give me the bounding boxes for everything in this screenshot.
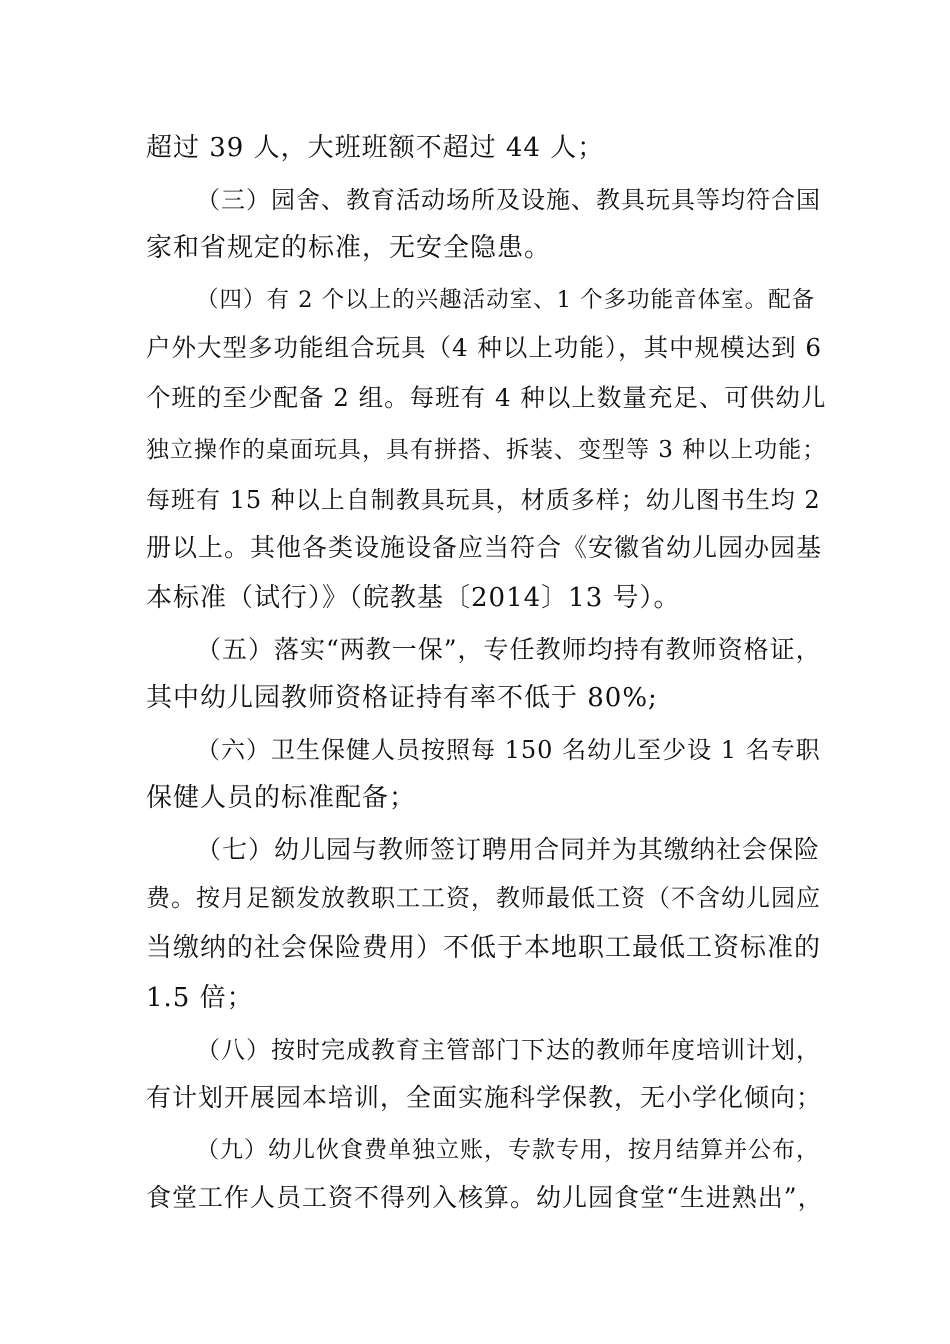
text-line: 个班的至少配备 2 组。每班有 4 种以上数量充足、可供幼儿 [146, 383, 827, 412]
text-line: （五）落实“两教一保”，专任教师均持有教师资格证， [196, 635, 822, 664]
text-line: 家和省规定的标准，无安全隐患。 [146, 233, 552, 263]
text-line: 费。按月足额发放教职工工资，教师最低工资（不含幼儿园应 [146, 884, 821, 912]
text-line: 有计划开展园本培训，全面实施科学保教，无小学化倾向； [146, 1083, 823, 1112]
text-line: （三）园舍、教育活动场所及设施、教具玩具等均符合国 [196, 186, 821, 214]
text-line: （八）按时完成教育主管部门下达的教师年度培训计划， [196, 1036, 821, 1064]
text-line: 每班有 15 种以上自制教具玩具，材质多样；幼儿图书生均 2 [146, 486, 821, 514]
text-line: 食堂工作人员工资不得列入核算。幼儿园食堂“生进熟出”， [146, 1183, 824, 1212]
text-line: 本标准（试行）》（皖教基〔2014〕13 号）。 [146, 583, 681, 613]
text-line: 户外大型多功能组合玩具（4 种以上功能），其中规模达到 6 [146, 333, 822, 362]
text-line: 超过 39 人，大班班额不超过 44 人； [146, 133, 605, 163]
text-line: （六）卫生保健人员按照每 150 名幼儿至少设 1 名专职 [196, 736, 821, 764]
text-line: 1.5 倍； [146, 983, 254, 1013]
text-line: 当缴纳的社会保险费用）不低于本地职工最低工资标准的 [146, 933, 822, 963]
text-line: （七）幼儿园与教师签订聘用合同并为其缴纳社会保险 [196, 835, 821, 864]
text-line: 独立操作的桌面玩具，具有拼搭、拆装、变型等 3 种以上功能； [146, 437, 827, 463]
text-line: （九）幼儿伙食费单独立账，专款专用，按月结算并公布， [196, 1137, 820, 1163]
text-line: 其中幼儿园教师资格证持有率不低于 80%; [146, 683, 658, 713]
text-line: 保健人员的标准配备； [146, 783, 417, 813]
text-line: 册以上。其他各类设施设备应当符合《安徽省幼儿园办园基 [146, 533, 823, 562]
text-line: （四）有 2 个以上的兴趣活动室、1 个多功能音体室。配备 [196, 287, 816, 313]
